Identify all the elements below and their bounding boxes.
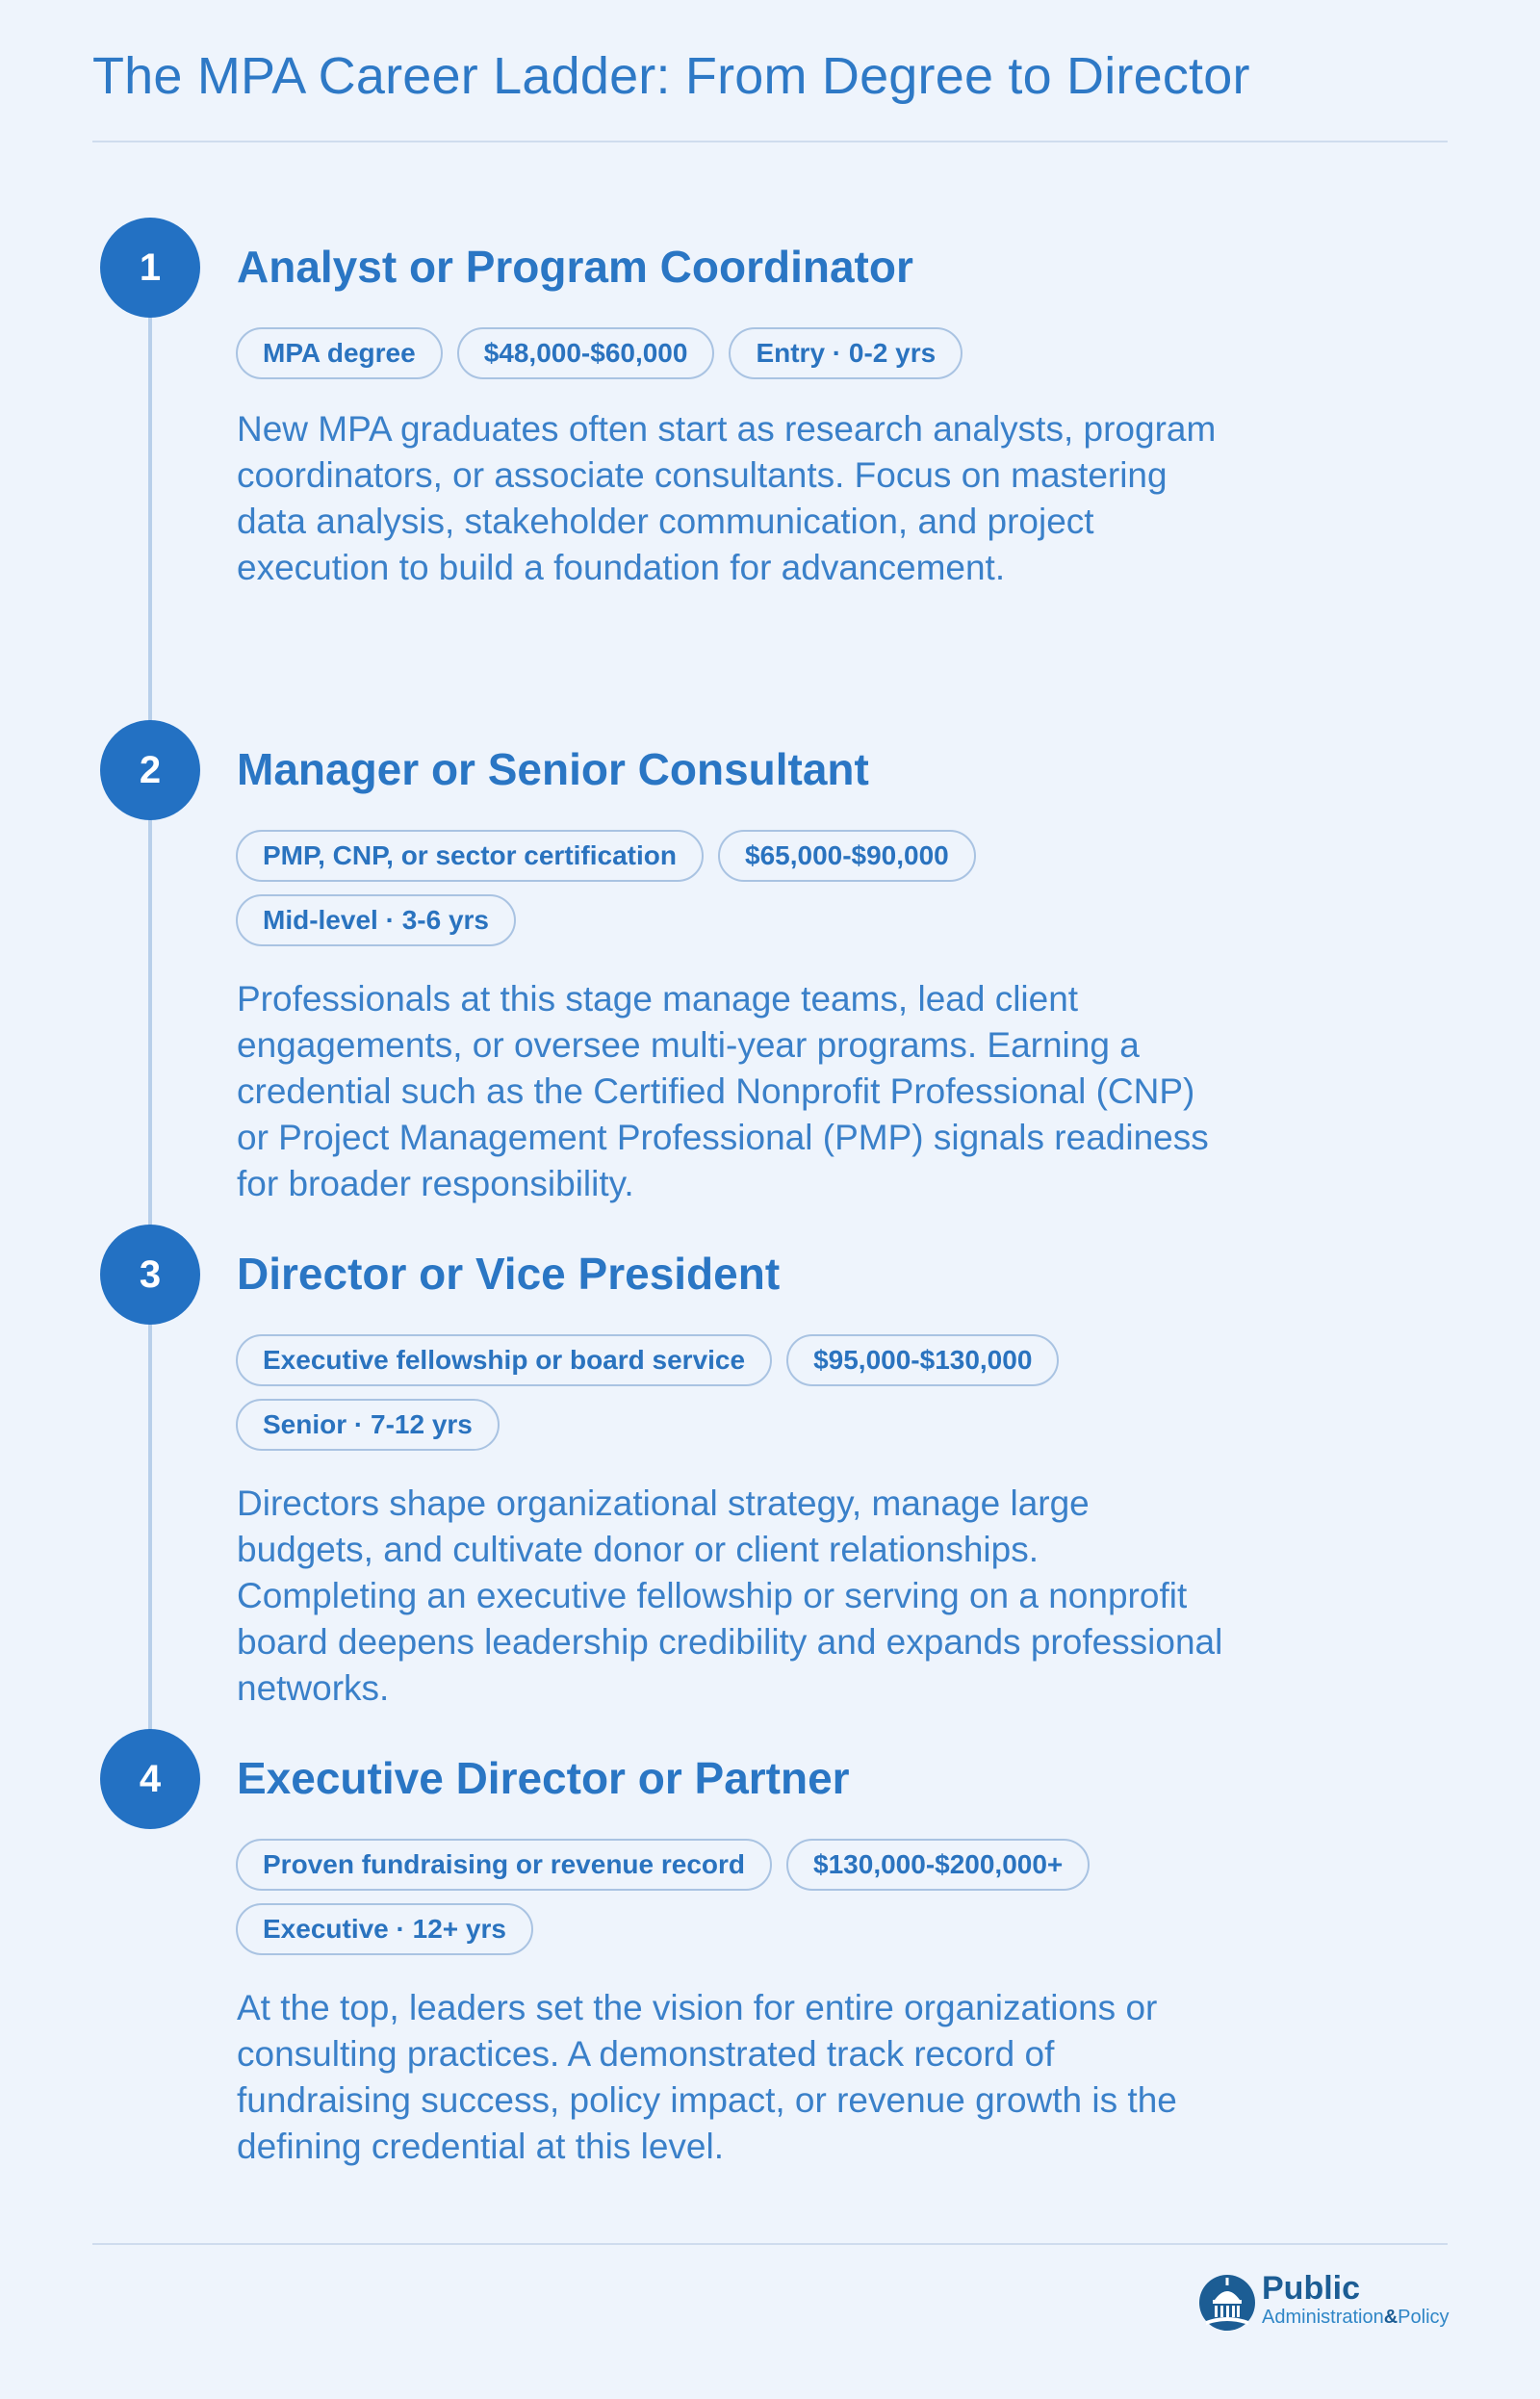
step-title: Director or Vice President xyxy=(237,1249,781,1299)
level-tag: Mid-level · 3-6 yrs xyxy=(236,894,516,946)
page-title: The MPA Career Ladder: From Degree to Director xyxy=(92,47,1250,105)
header-divider xyxy=(92,141,1448,142)
step-tags xyxy=(236,1334,1208,1451)
step-tags xyxy=(236,830,1208,946)
step-title: Executive Director or Partner xyxy=(237,1753,850,1803)
level-tag: Executive · 12+ yrs xyxy=(236,1903,533,1955)
level-tag: Entry · 0-2 yrs xyxy=(729,327,962,379)
salary-tag: $130,000-$200,000+ xyxy=(786,1839,1090,1891)
salary-tag: $65,000-$90,000 xyxy=(718,830,976,882)
timeline-connector xyxy=(148,248,152,1779)
step-tags xyxy=(236,1839,1208,1955)
logo-wordmark-primary: Public xyxy=(1262,2270,1361,2307)
step-description: Directors shape organizational strategy, manage large budgets, and cultivate donor or client relationships. Completing an executive fellowship or serving on a nonprofit board deepens leadership credibility and expands professional networks. xyxy=(237,1483,1223,1708)
step-number-badge: 1 xyxy=(100,218,200,318)
step-tags xyxy=(236,327,1208,379)
capitol-dome-icon xyxy=(1198,2270,1256,2334)
step-number-badge: 3 xyxy=(100,1225,200,1325)
logo-wordmark-secondary: Administration&Policy xyxy=(1262,2307,1450,2328)
credential-tag: Proven fundraising or revenue record xyxy=(236,1839,772,1891)
step-number-badge: 2 xyxy=(100,720,200,820)
step-title: Analyst or Program Coordinator xyxy=(237,242,913,292)
credential-tag: PMP, CNP, or sector certification xyxy=(236,830,704,882)
footer-divider xyxy=(92,2243,1448,2245)
credential-tag: Executive fellowship or board service xyxy=(236,1334,772,1386)
salary-tag: $95,000-$130,000 xyxy=(786,1334,1059,1386)
publisher-logo xyxy=(1198,2268,1449,2335)
step-description: New MPA graduates often start as research analysts, program coordinators, or associate consultants. Focus on mastering data analysis, stakeholder communication, and project execution to build a foundation for advancement. xyxy=(237,409,1217,587)
step-description: At the top, leaders set the vision for entire organizations or consulting practices. A demonstrated track record of fundraising success, policy impact, or revenue growth is the defining credential at this level. xyxy=(237,1988,1177,2166)
credential-tag: MPA degree xyxy=(236,327,443,379)
level-tag: Senior · 7-12 yrs xyxy=(236,1399,500,1451)
salary-tag: $48,000-$60,000 xyxy=(457,327,715,379)
step-title: Manager or Senior Consultant xyxy=(237,744,869,794)
step-number-badge: 4 xyxy=(100,1729,200,1829)
step-description: Professionals at this stage manage teams, lead client engagements, or oversee multi-year programs. Earning a credential such as the Certified Nonprofit Professional (CNP) or Project Management Professional (PMP) signals readiness for broader responsibility. xyxy=(237,979,1209,1203)
